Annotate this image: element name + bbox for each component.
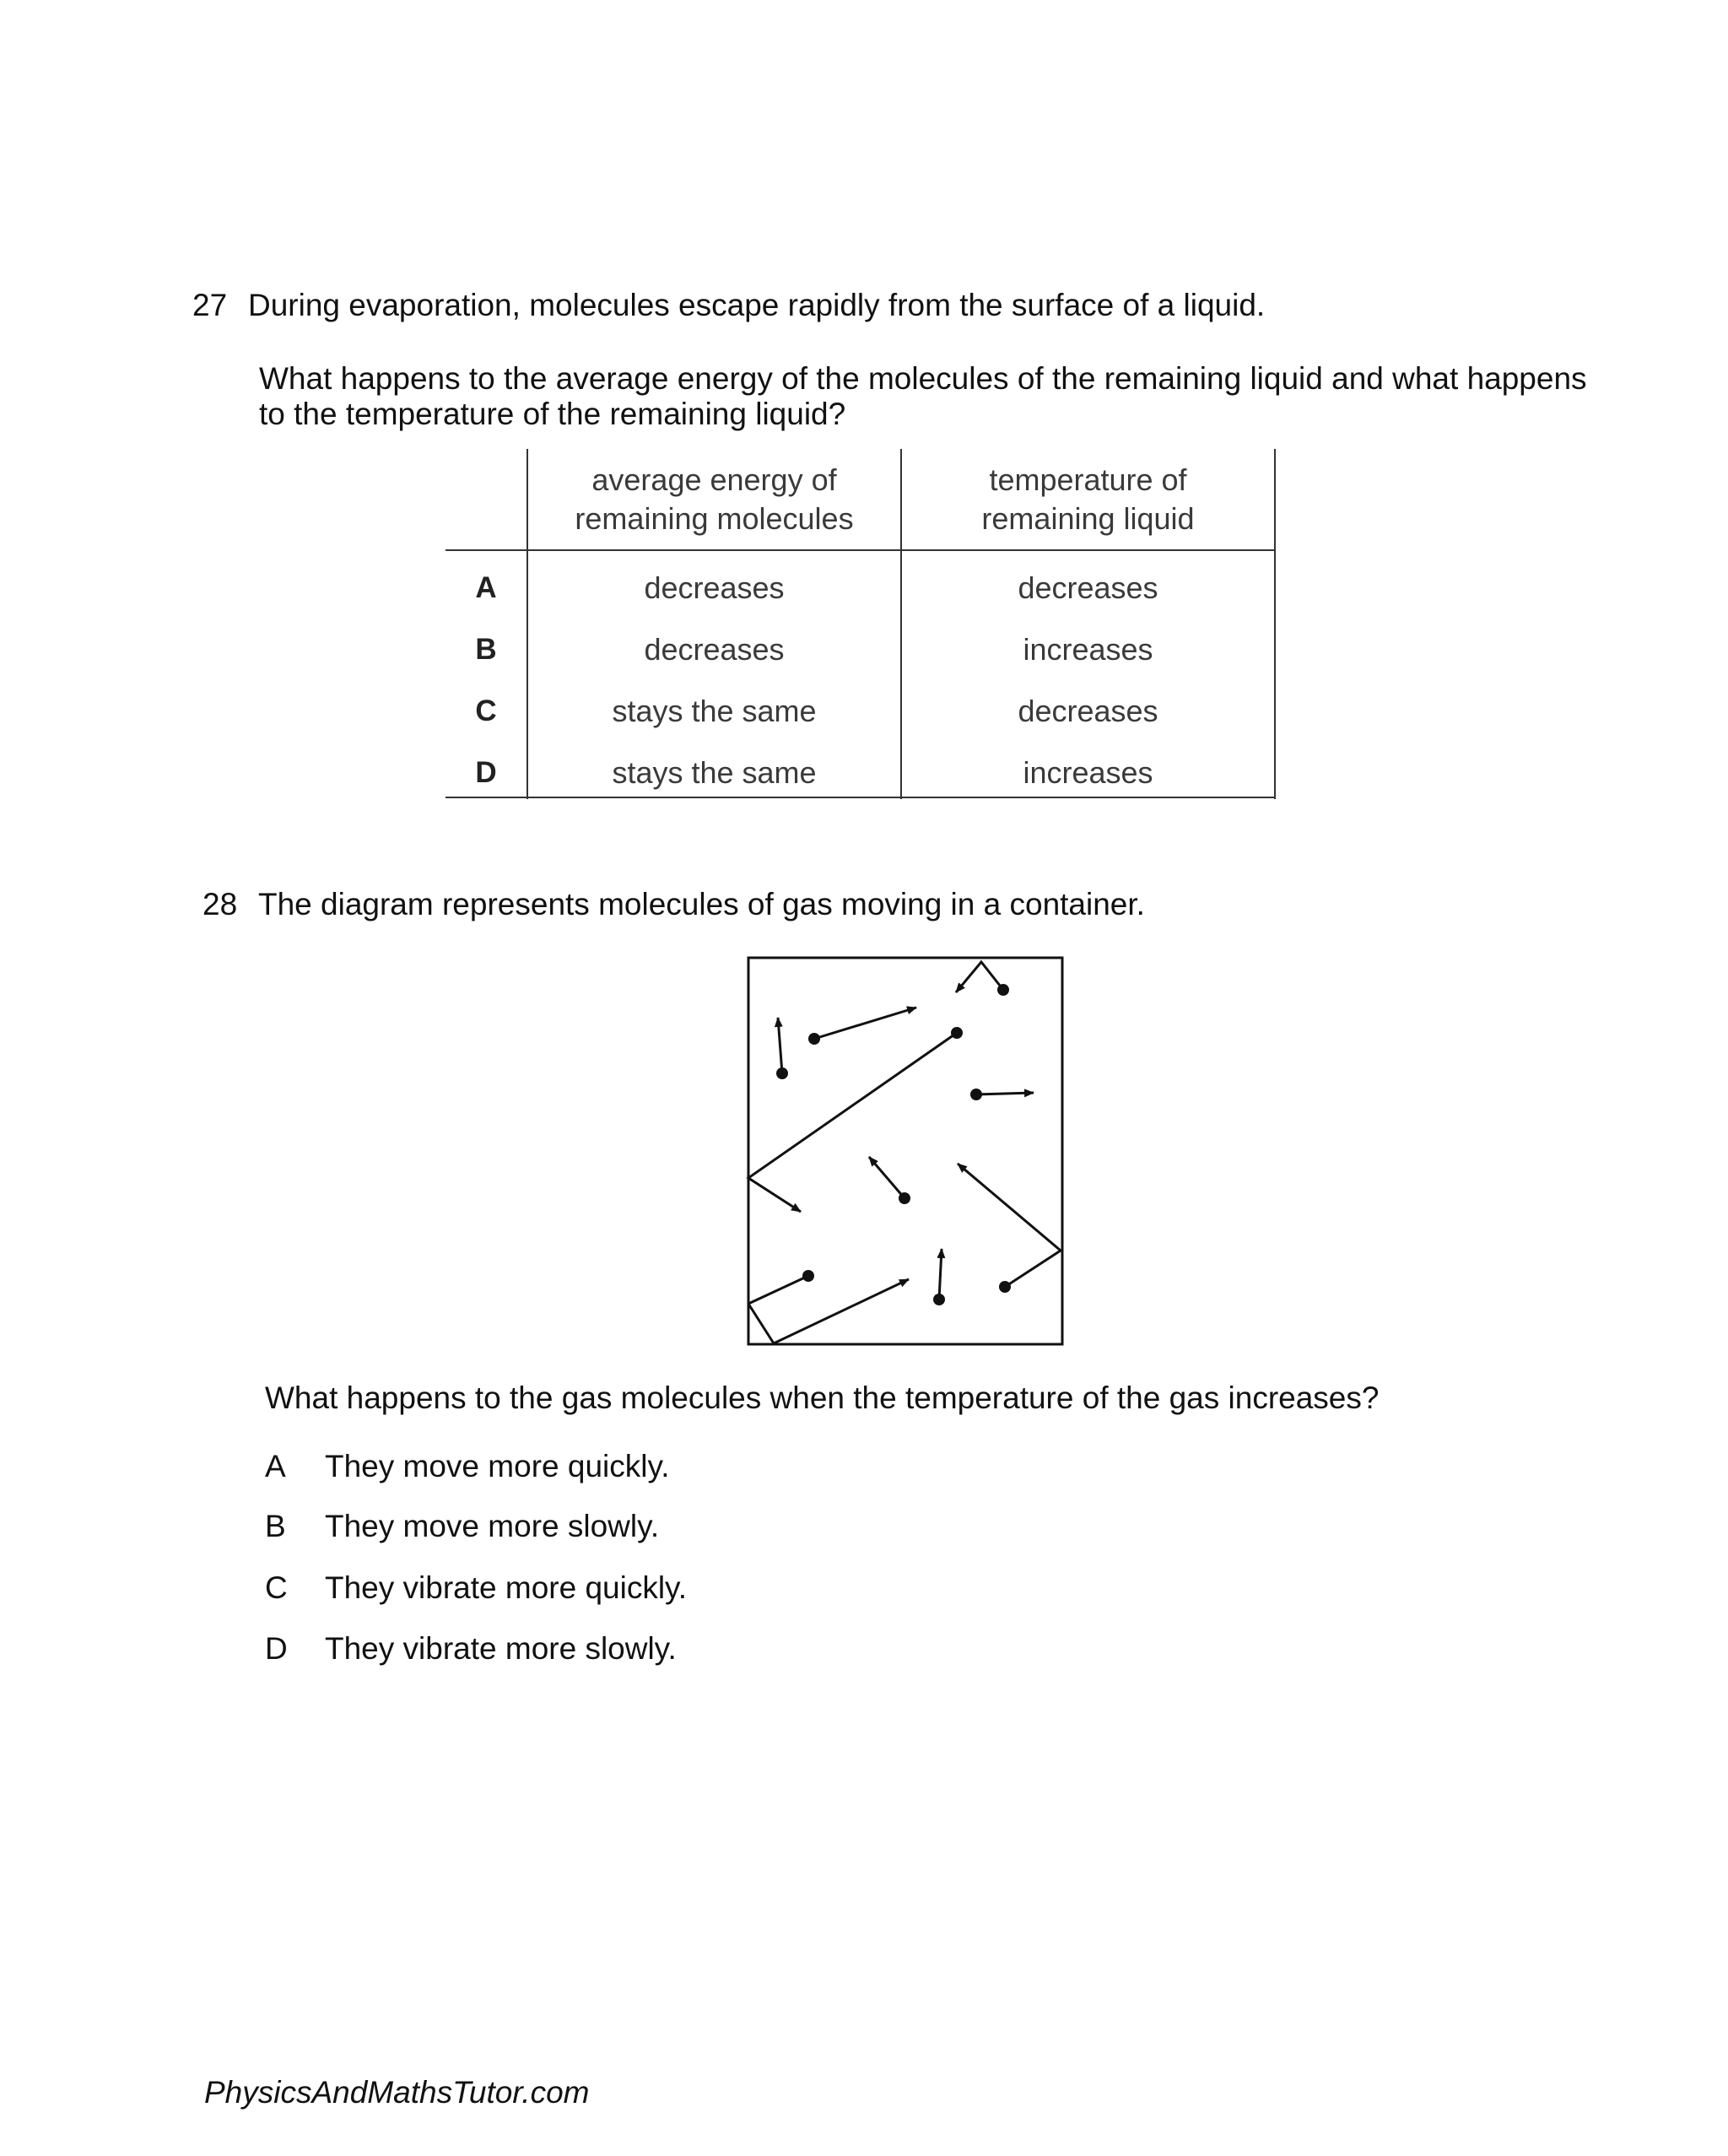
molecule-path-8 [748,1276,808,1304]
question-27-stem: During evaporation, molecules escape rapidly from the surface of a liquid. [248,288,1266,322]
molecule-5 [970,1089,982,1100]
molecule-path-4 [748,1033,957,1212]
option-d-letter: D [265,1631,288,1666]
molecule-2 [776,1067,788,1079]
table-divider-right [1274,449,1276,799]
molecule-3 [808,1033,820,1045]
molecule-path-7 [958,1164,1061,1287]
row-label-d: D [475,756,497,789]
row-a-temperature: decreases [1018,570,1158,605]
molecule-8 [802,1270,814,1282]
molecule-6 [899,1192,910,1204]
footer-source: PhysicsAndMathsTutor.com [204,2075,590,2110]
molecule-7 [999,1281,1011,1293]
question-27-prompt-line-2: to the temperature of the remaining liquid? [259,397,846,431]
table-bottom-rule [446,797,1276,798]
question-27-prompt-line-1: What happens to the average energy of the molecules of the remaining liquid and what happens [259,361,1587,396]
molecule-path-2 [778,1018,782,1073]
option-d-text: They vibrate more slowly. [325,1631,677,1666]
header-energy-line-1: average energy of [591,462,837,497]
header-temperature-line-2: remaining liquid [981,501,1195,536]
header-temperature-line-1: temperature of [989,462,1187,497]
question-28-prompt: What happens to the gas molecules when the temperature of the gas increases? [265,1381,1380,1415]
molecule-4 [951,1027,963,1039]
row-a-energy: decreases [644,570,785,605]
molecule-path-9 [748,1279,909,1343]
row-c-temperature: decreases [1018,694,1158,728]
question-28-number: 28 [202,887,238,921]
option-a-text: They move more quickly. [325,1449,670,1483]
option-b-letter: B [265,1509,286,1543]
answer-options-table [446,449,1276,799]
option-c-text: They vibrate more quickly. [325,1570,688,1605]
molecule-path-10 [939,1249,942,1300]
row-b-temperature: increases [1023,632,1153,667]
molecule-1 [997,984,1009,996]
row-d-energy: stays the same [612,755,817,790]
row-label-c: C [475,694,497,727]
row-c-energy: stays the same [612,694,817,728]
molecule-path-6 [869,1157,904,1198]
molecule-path-1 [956,962,1003,992]
row-d-temperature: increases [1023,755,1153,790]
molecule-path-5 [976,1093,1034,1094]
option-a-letter: A [265,1449,286,1483]
table-header-rule [446,549,1276,551]
molecule-9 [933,1294,945,1305]
option-c-letter: C [265,1570,288,1605]
molecule-path-3 [814,1008,916,1039]
question-28-stem: The diagram represents molecules of gas moving in a container. [258,887,1145,921]
container-outline [748,958,1062,1344]
option-b-text: They move more slowly. [325,1509,660,1543]
header-energy-line-2: remaining molecules [575,501,854,536]
gas-molecules-diagram [746,955,1066,1348]
row-label-a: A [475,571,497,604]
row-b-energy: decreases [644,632,785,667]
row-label-b: B [475,633,497,666]
question-27-number: 27 [192,288,228,322]
